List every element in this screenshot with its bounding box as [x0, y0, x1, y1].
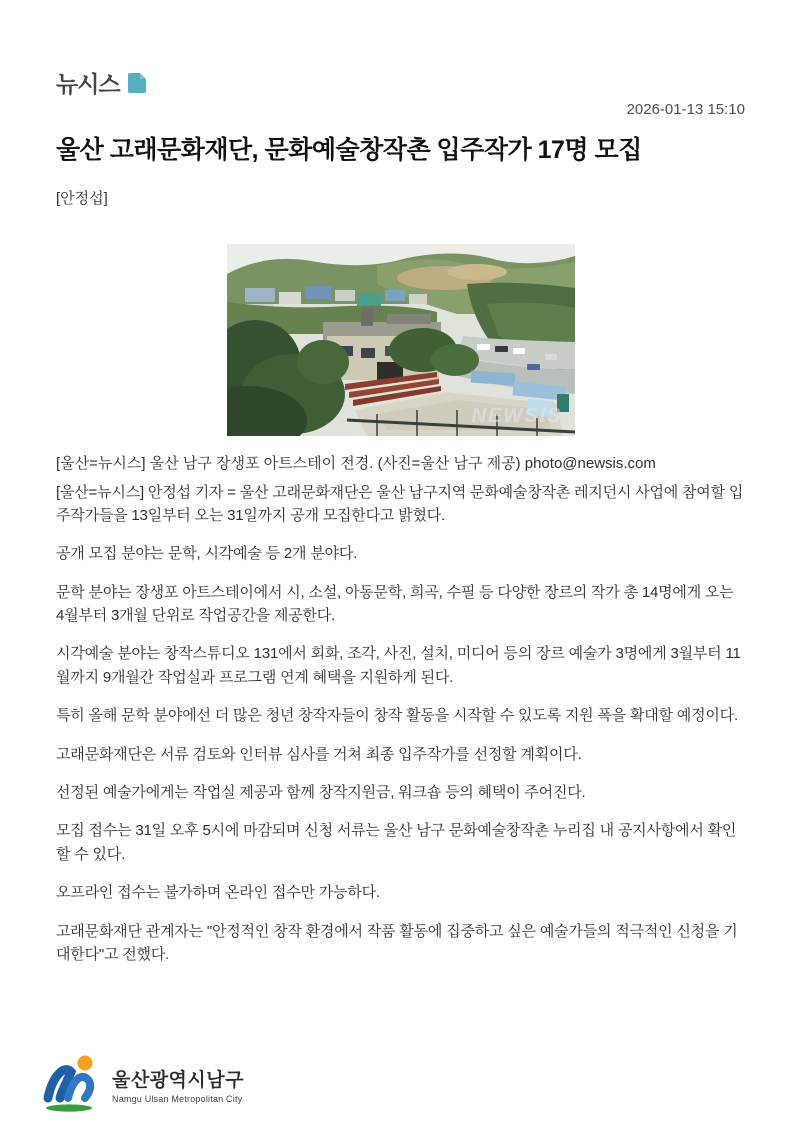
article-paragraph: 시각예술 분야는 창작스튜디오 131에서 회화, 조각, 사진, 설치, 미디어 등의 장르 예술가 3명에게 3월부터 11월까지 9개월간 작업실과 프로그램 연계 혜택을 지원하게 된다. [56, 645, 741, 686]
newsis-page-icon [127, 72, 147, 94]
article-byline: [안정섭] [56, 189, 108, 207]
article-paragraph: [울산=뉴시스] 안정섭 기자 = 울산 고래문화재단은 울산 남구지역 문화예술창작촌 레지던시 사업에 참여할 입주작가들을 13일부터 오는 31일까지 공개 모집한다고 밝혔다. [56, 483, 744, 524]
article-paragraph: 모집 접수는 31일 오후 5시에 마감되며 신청 서류는 울산 남구 문화예술창작촌 누리집 내 공지사항에서 확인할 수 있다. [56, 822, 737, 863]
article-paragraph: 특히 올해 문학 분야에선 더 많은 청년 창작자들이 창작 활동을 시작할 수 있도록 지원 폭을 확대할 예정이다. [56, 707, 738, 725]
publish-date: 2026-01-13 15:10 [626, 101, 745, 118]
footer-org-text [112, 1065, 244, 1104]
namgu-footer-logo[interactable] [40, 1052, 244, 1116]
article-paragraph: 고래문화재단은 서류 검토와 인터뷰 심사를 거쳐 최종 입주작가를 선정할 계획이다. [56, 745, 582, 763]
article-title: 울산 고래문화재단, 문화예술창작촌 입주작가 17명 모집 [56, 136, 642, 164]
newsis-watermark: NEWSIS [471, 404, 563, 427]
article-paragraph: 공개 모집 분야는 문학, 시각예술 등 2개 분야다. [56, 545, 358, 563]
footer-org-name-en: Namgu Ulsan Metropolitan City [112, 1093, 243, 1104]
article-paragraph: 문학 분야는 장생포 아트스테이에서 시, 소설, 아동문학, 희곡, 수필 등 다양한 장르의 작가 총 14명에게 오는 4월부터 3개월 단위로 작업공간을 제공한다. [56, 583, 734, 625]
namgu-symbol-icon [40, 1052, 102, 1116]
article-photo [227, 244, 575, 436]
newsis-masthead[interactable] [56, 66, 745, 99]
photo-caption: [울산=뉴시스] 울산 남구 장생포 아트스테이 전경. (사진=울산 남구 제공) photo@newsis.com [56, 454, 656, 472]
article-paragraph: 선정된 예술가에게는 작업실 제공과 함께 창작지원금, 워크숍 등의 혜택이 주어진다. [56, 784, 586, 802]
newsis-logo-text: 뉴시스 [56, 71, 120, 97]
footer-org-name: 울산광역시남구 [112, 1069, 244, 1091]
article-paragraph: 오프라인 접수는 불가하며 온라인 접수만 가능하다. [56, 884, 380, 902]
article-paragraph: 고래문화재단 관계자는 "안정적인 창작 환경에서 작품 활동에 집중하고 싶은 예술가들의 적극적인 신청을 기대한다"고 전했다. [56, 922, 738, 963]
article-body [56, 481, 745, 967]
